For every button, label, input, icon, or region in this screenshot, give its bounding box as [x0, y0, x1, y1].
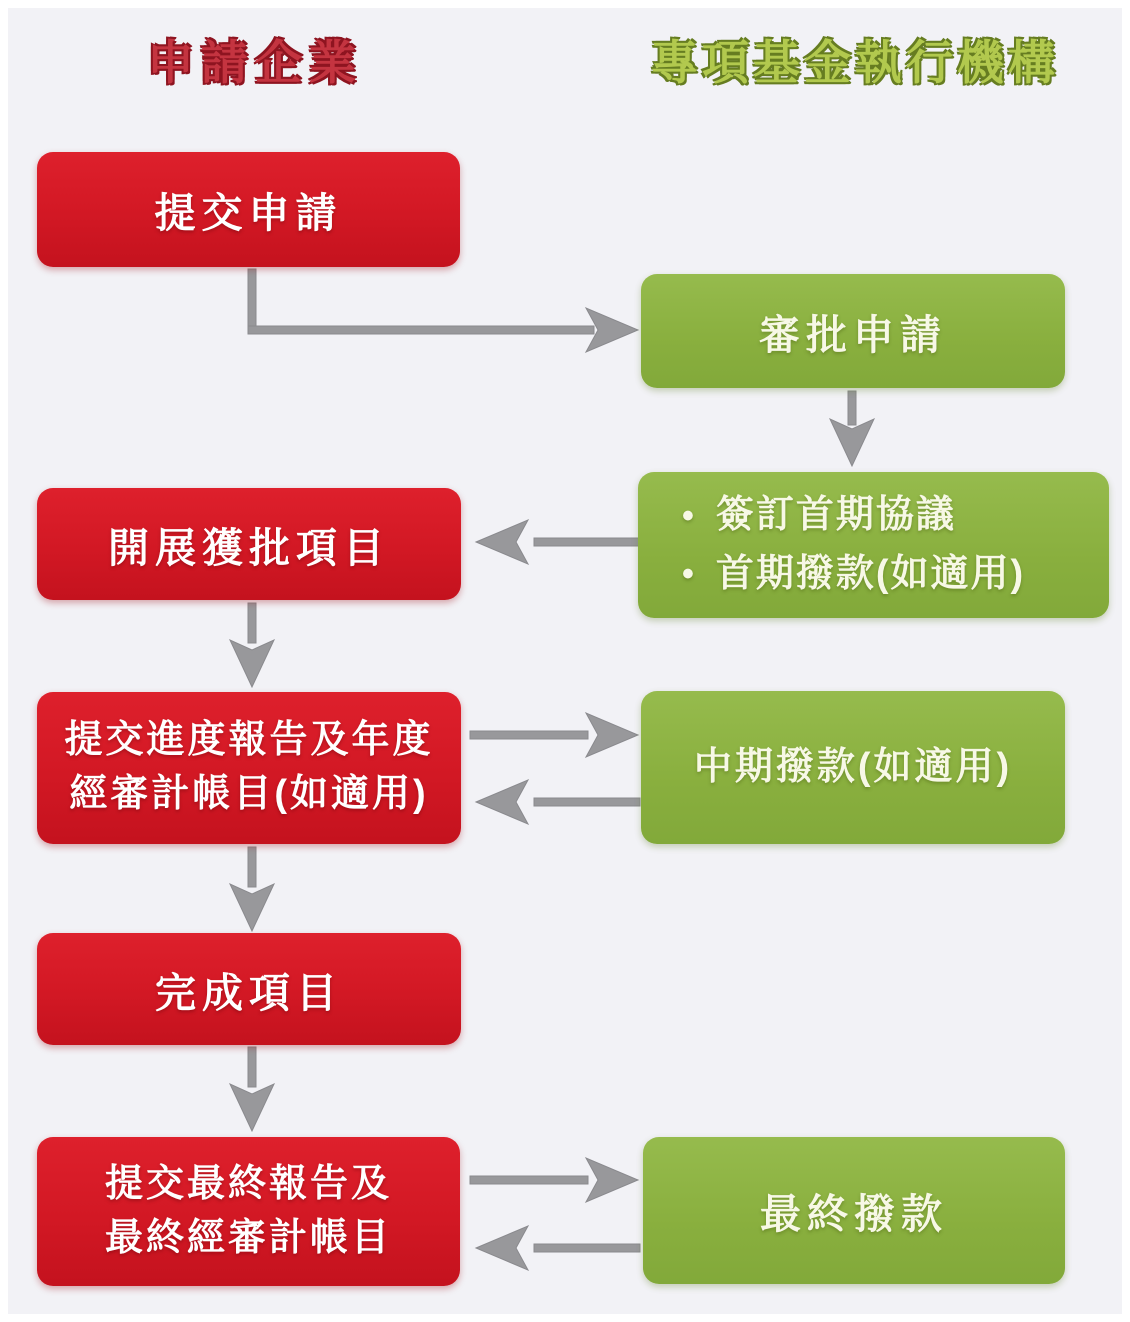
node-commence-approved-project [37, 488, 461, 600]
node-label-line2: 經審計帳目(如適用) [69, 773, 429, 815]
arrow-approve-to-firstphase [830, 391, 874, 466]
node-interim-payment [641, 691, 1065, 844]
node-submit-application [37, 152, 460, 267]
node-label: 完成項目 [155, 969, 343, 1016]
node-label: 審批申請 [759, 311, 947, 358]
arrow-progress-to-interim [470, 713, 638, 757]
node-label: 提交申請 [154, 190, 343, 236]
node-final-payment [643, 1137, 1065, 1284]
node-label: 開展獲批項目 [108, 524, 390, 571]
node-label-line1: 提交最終報告及 [104, 1162, 392, 1205]
node-label: 簽訂首期協議 [715, 494, 956, 537]
arrow-submit-to-approve [248, 269, 638, 352]
arrow-finalpayment-to-finalreport [476, 1226, 640, 1270]
bullet-icon: • [682, 555, 696, 594]
node-label: 最終撥款 [760, 1191, 948, 1237]
arrow-finalreport-to-finalpayment [470, 1158, 638, 1202]
bullet-icon: • [682, 496, 696, 535]
node-label-line2: 最終經審計帳目 [104, 1216, 392, 1259]
node-progress-report [37, 692, 461, 844]
node-final-report [37, 1137, 460, 1286]
arrow-firstphase-to-commence [476, 520, 640, 564]
node-label: 首期撥款(如適用) [715, 553, 1026, 595]
node-approve-application [641, 274, 1065, 388]
column-header-fund: 專項基金執行機構 [651, 36, 1059, 89]
arrow-progress-to-complete [230, 847, 274, 931]
bullet-item [682, 545, 1025, 604]
column-header-applicant: 申請企業 [147, 36, 363, 89]
node-label-line1: 提交進度報告及年度 [64, 719, 434, 762]
arrow-complete-to-finalreport [230, 1047, 274, 1131]
node-first-phase-agreement-payment [638, 472, 1109, 618]
arrow-interim-to-progress [476, 780, 640, 824]
bullet-item [682, 486, 956, 545]
arrow-commence-to-progress [230, 603, 274, 687]
node-label: 中期撥款(如適用) [693, 745, 1013, 788]
node-complete-project [37, 933, 461, 1045]
